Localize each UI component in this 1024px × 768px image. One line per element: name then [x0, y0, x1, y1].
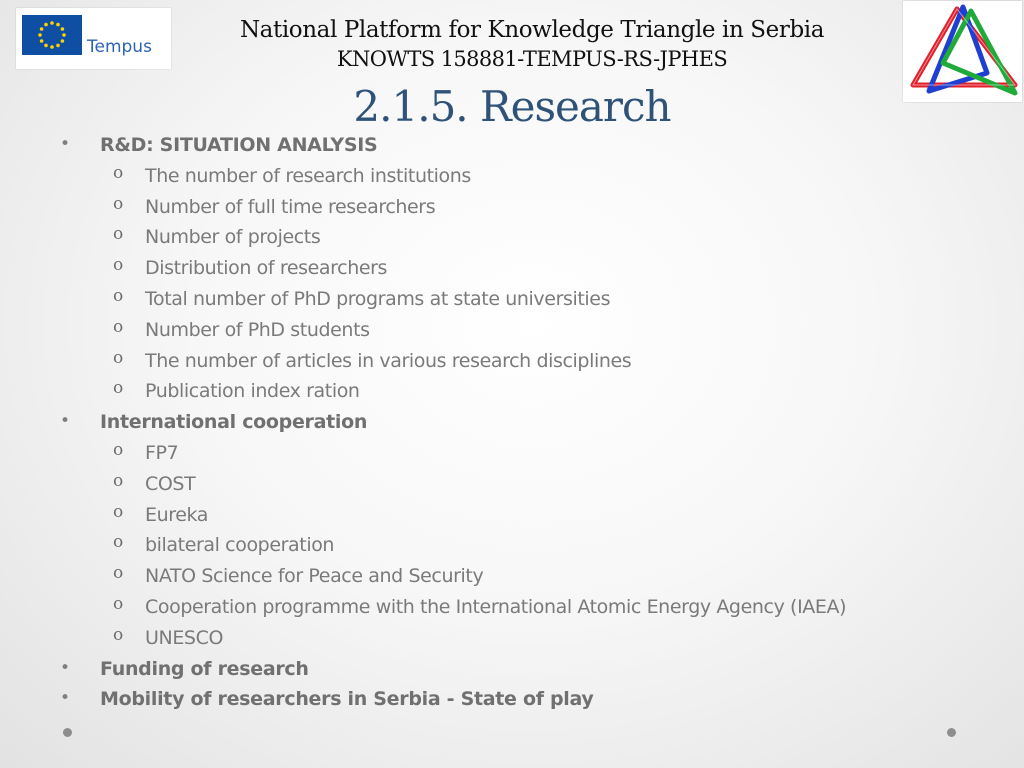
tempus-logo-text: Tempus [87, 37, 152, 57]
outline-item-text: Eureka [145, 503, 209, 526]
outline-item-text: Number of full time researchers [145, 195, 436, 218]
outline-item-level2 [56, 194, 956, 225]
outline-item-level2 [56, 378, 956, 409]
bullet-circle-icon: o [113, 316, 124, 337]
bullet-dot-icon: • [60, 134, 71, 154]
outline-item-text: UNESCO [145, 626, 224, 649]
outline-item-text: FP7 [145, 441, 179, 464]
outline-item-level2 [56, 532, 956, 563]
bullet-dot-icon: • [60, 411, 71, 432]
outline-item-level2 [56, 471, 956, 502]
outline-item-level2 [56, 594, 956, 625]
outline-item-level1 [56, 656, 956, 687]
outline-item-level1 [56, 409, 956, 440]
outline-item-text: Distribution of researchers [145, 257, 388, 280]
outline-item-level2 [56, 224, 956, 255]
bullet-circle-icon: o [113, 193, 124, 214]
bullet-circle-icon: o [113, 285, 124, 306]
outline-item-text: COST [145, 472, 196, 495]
bullet-circle-icon: o [113, 470, 124, 491]
bullet-circle-icon: o [113, 378, 124, 399]
outline-item-text: bilateral cooperation [145, 534, 335, 557]
outline-item-text: Number of projects [145, 226, 321, 249]
bullet-circle-icon: o [113, 347, 124, 368]
nav-dot-right [947, 728, 956, 737]
slide-title: 2.1.5. Research [353, 82, 671, 131]
outline-item-text: International cooperation [100, 411, 368, 434]
bullet-circle-icon: o [113, 593, 124, 614]
eu-flag-icon [22, 15, 82, 55]
header-line-2: KNOWTS 158881-TEMPUS-RS-JPHES [336, 47, 728, 71]
bullet-circle-icon: o [113, 563, 124, 584]
outline-item-text: Number of PhD students [145, 318, 370, 341]
knowledge-triangle-logo [903, 1, 1022, 102]
outline-item-level2 [56, 317, 956, 348]
outline-item-text: NATO Science for Peace and Security [145, 565, 484, 588]
outline-item-level2 [56, 348, 956, 379]
bullet-dot-icon: • [60, 657, 71, 678]
bullet-circle-icon: o [113, 501, 124, 522]
outline-item-level2 [56, 286, 956, 317]
bullet-circle-icon: o [113, 224, 124, 245]
outline-item-text: Mobility of researchers in Serbia - State of play [100, 688, 594, 711]
bullet-circle-icon: o [113, 255, 124, 276]
outline-item-text: Funding of research [100, 657, 309, 680]
outline-item-level2 [56, 563, 956, 594]
outline-item-text: R&D: SITUATION ANALYSIS [100, 134, 378, 156]
outline-item-level2 [56, 163, 956, 194]
outline-item-level2 [56, 625, 956, 656]
tempus-logo [16, 8, 171, 69]
outline-item-text: Publication index ration [145, 380, 360, 403]
knowledge-triangle-icon [903, 1, 1022, 102]
slide-header [200, 16, 864, 74]
nav-dot-left [63, 728, 72, 737]
bullet-dot-icon: • [60, 688, 71, 709]
outline-item-level2 [56, 255, 956, 286]
bullet-circle-icon: o [113, 624, 124, 645]
bullet-circle-icon: o [113, 439, 124, 460]
outline-item-text: Total number of PhD programs at state universities [145, 287, 611, 310]
outline-item-text: The number of articles in various research disciplines [145, 349, 632, 372]
outline-item-text: The number of research institutions [145, 164, 471, 187]
header-line-1: National Platform for Knowledge Triangle in Serbia [239, 17, 825, 43]
outline-item-level2 [56, 502, 956, 533]
outline-item-level1 [56, 686, 956, 717]
bullet-outline [56, 132, 956, 717]
bullet-circle-icon: o [113, 162, 124, 183]
outline-item-level1 [56, 132, 956, 163]
outline-item-level2 [56, 440, 956, 471]
outline-item-text: Cooperation programme with the International Atomic Energy Agency (IAEA) [145, 595, 847, 618]
bullet-circle-icon: o [113, 532, 124, 553]
